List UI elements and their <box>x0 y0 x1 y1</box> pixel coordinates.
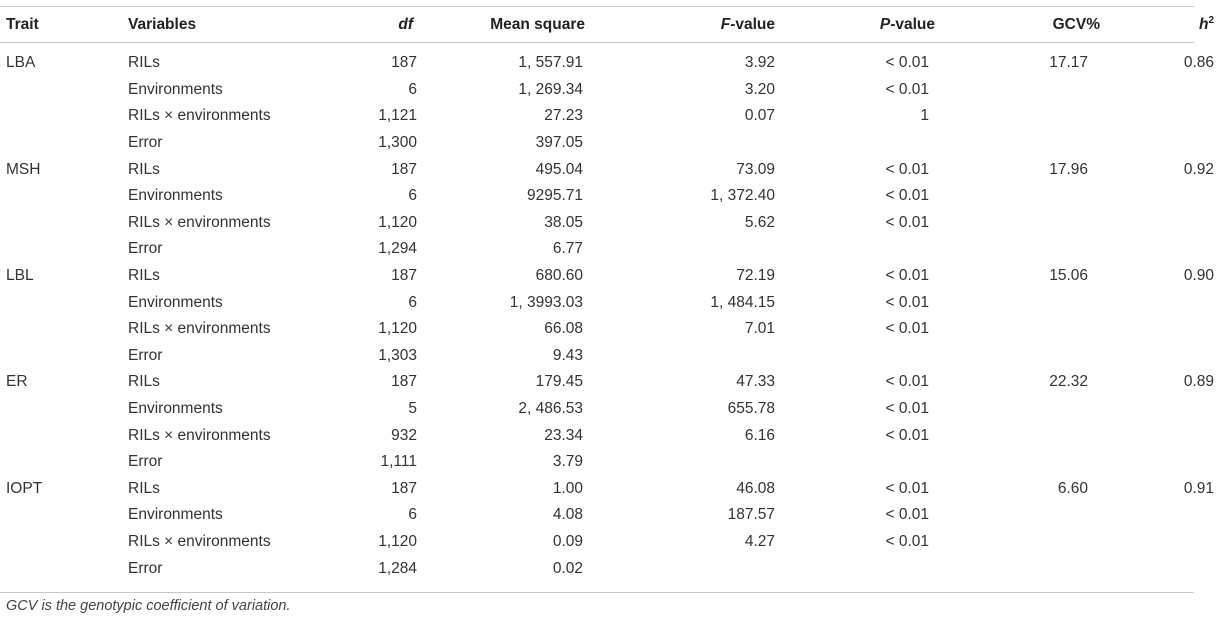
cell-p-value: < 0.01 <box>885 479 929 497</box>
cell-mean-square: 2, 486.53 <box>518 400 583 418</box>
cell-variable: Error <box>128 346 163 364</box>
cell-f-value: 7.01 <box>744 320 775 338</box>
cell-gcv <box>935 130 1100 157</box>
table-row <box>0 77 1218 104</box>
cell-df: 187 <box>391 479 417 497</box>
cell-p-value <box>775 343 935 370</box>
cell-f-value: 655.78 <box>727 400 775 418</box>
table-row <box>0 316 1218 343</box>
cell-f-value: 73.09 <box>736 160 775 178</box>
cell-h2 <box>1100 396 1218 423</box>
cell-gcv <box>935 396 1100 423</box>
header-f-italic: F <box>720 15 731 33</box>
cell-df: 1,120 <box>378 213 417 231</box>
table-row <box>0 236 1218 263</box>
table-row <box>0 502 1218 529</box>
header-p-italic: P <box>879 15 891 33</box>
cell-trait <box>0 289 126 316</box>
table-row <box>0 183 1218 210</box>
cell-trait: LBL <box>6 267 34 285</box>
table-row <box>0 289 1218 316</box>
cell-mean-square: 1, 269.34 <box>518 80 583 98</box>
cell-mean-square: 38.05 <box>544 213 583 231</box>
cell-trait <box>0 422 126 449</box>
table-header <box>0 7 1218 42</box>
cell-df: 1,120 <box>378 320 417 338</box>
cell-df: 1,120 <box>378 532 417 550</box>
cell-gcv <box>935 343 1100 370</box>
cell-mean-square: 4.08 <box>552 506 583 524</box>
table-row <box>0 422 1218 449</box>
cell-df: 187 <box>391 160 417 178</box>
cell-variable: RILs <box>128 479 160 497</box>
cell-mean-square: 0.02 <box>552 559 583 577</box>
cell-f-value: 1, 372.40 <box>710 187 775 205</box>
cell-h2 <box>1100 183 1218 210</box>
cell-variable: Environments <box>128 506 223 524</box>
table-row <box>0 130 1218 157</box>
header-f-value <box>585 7 775 42</box>
cell-variable: RILs <box>128 54 160 72</box>
cell-gcv: 6.60 <box>1057 479 1088 497</box>
cell-gcv <box>935 210 1100 237</box>
cell-df: 932 <box>391 426 417 444</box>
cell-df: 1,284 <box>378 559 417 577</box>
cell-df: 1,111 <box>380 453 417 471</box>
cell-gcv <box>935 502 1100 529</box>
header-h-sup: 2 <box>1208 14 1214 26</box>
cell-gcv <box>935 316 1100 343</box>
cell-gcv <box>935 449 1100 476</box>
cell-h2 <box>1100 210 1218 237</box>
header-df <box>328 7 425 42</box>
cell-gcv: 22.32 <box>1049 373 1088 391</box>
header-p-rest: -value <box>890 15 935 33</box>
cell-trait <box>0 183 126 210</box>
cell-trait <box>0 210 126 237</box>
table-row <box>0 263 1218 290</box>
cell-mean-square: 495.04 <box>535 160 583 178</box>
cell-h2 <box>1100 236 1218 263</box>
cell-h2 <box>1100 130 1218 157</box>
cell-df: 6 <box>408 187 417 205</box>
cell-h2: 0.90 <box>1183 267 1214 285</box>
cell-h2 <box>1100 316 1218 343</box>
cell-variable: Environments <box>128 293 223 311</box>
cell-mean-square: 680.60 <box>535 267 583 285</box>
cell-gcv: 15.06 <box>1049 267 1088 285</box>
cell-p-value: < 0.01 <box>885 506 929 524</box>
cell-mean-square: 9.43 <box>552 346 583 364</box>
header-trait: Trait <box>6 15 39 33</box>
cell-gcv <box>935 236 1100 263</box>
table-row <box>0 210 1218 237</box>
cell-p-value: < 0.01 <box>885 160 929 178</box>
header-h-base: h <box>1198 15 1209 33</box>
cell-p-value: < 0.01 <box>885 400 929 418</box>
cell-trait <box>0 449 126 476</box>
cell-f-value: 3.92 <box>744 54 775 72</box>
cell-h2 <box>1100 343 1218 370</box>
table-footnote: GCV is the genotypic coefficient of variation. <box>6 598 291 614</box>
cell-h2 <box>1100 77 1218 104</box>
cell-variable: Error <box>128 134 163 152</box>
cell-variable: RILs × environments <box>128 107 271 125</box>
header-p-value <box>775 7 935 42</box>
table-row <box>0 476 1218 503</box>
cell-h2 <box>1100 502 1218 529</box>
cell-trait <box>0 236 126 263</box>
table-row <box>0 396 1218 423</box>
cell-mean-square: 1, 557.91 <box>518 54 583 72</box>
cell-h2 <box>1100 422 1218 449</box>
cell-df: 6 <box>408 80 417 98</box>
cell-f-value: 4.27 <box>744 532 775 550</box>
cell-f-value: 1, 484.15 <box>710 293 775 311</box>
cell-gcv <box>935 183 1100 210</box>
cell-df: 187 <box>391 267 417 285</box>
cell-p-value <box>775 130 935 157</box>
cell-p-value: < 0.01 <box>885 187 929 205</box>
cell-f-value <box>585 555 775 582</box>
table-row <box>0 529 1218 556</box>
cell-f-value: 6.16 <box>744 426 775 444</box>
cell-p-value: < 0.01 <box>885 293 929 311</box>
cell-mean-square: 27.23 <box>544 107 583 125</box>
cell-f-value: 0.07 <box>744 107 775 125</box>
table-row <box>0 103 1218 130</box>
cell-h2 <box>1100 449 1218 476</box>
cell-mean-square: 23.34 <box>544 426 583 444</box>
cell-variable: RILs × environments <box>128 320 271 338</box>
table-row <box>0 555 1218 582</box>
cell-p-value <box>775 449 935 476</box>
cell-trait: MSH <box>6 160 41 178</box>
cell-f-value: 72.19 <box>736 267 775 285</box>
header-f-rest: -value <box>730 15 775 33</box>
cell-p-value <box>775 236 935 263</box>
cell-mean-square: 0.09 <box>552 532 583 550</box>
cell-p-value: < 0.01 <box>885 426 929 444</box>
cell-p-value: < 0.01 <box>885 267 929 285</box>
cell-trait: ER <box>6 373 28 391</box>
header-mean-square: Mean square <box>490 15 585 33</box>
cell-h2: 0.92 <box>1183 160 1214 178</box>
cell-p-value <box>775 555 935 582</box>
cell-mean-square: 9295.71 <box>526 187 583 205</box>
cell-p-value: < 0.01 <box>885 213 929 231</box>
cell-df: 187 <box>391 373 417 391</box>
cell-p-value: < 0.01 <box>885 532 929 550</box>
cell-variable: Environments <box>128 400 223 418</box>
cell-trait <box>0 77 126 104</box>
cell-df: 1,303 <box>378 346 417 364</box>
cell-variable: RILs <box>128 373 160 391</box>
cell-p-value: 1 <box>920 107 929 125</box>
cell-gcv <box>935 289 1100 316</box>
cell-f-value <box>585 449 775 476</box>
table-body <box>0 42 1218 582</box>
cell-f-value <box>585 236 775 263</box>
table-row <box>0 42 1218 77</box>
cell-gcv <box>935 77 1100 104</box>
cell-h2 <box>1100 103 1218 130</box>
cell-variable: RILs <box>128 267 160 285</box>
bottom-rule <box>0 592 1194 593</box>
cell-trait <box>0 130 126 157</box>
cell-p-value: < 0.01 <box>885 54 929 72</box>
cell-variable: RILs × environments <box>128 532 271 550</box>
cell-trait <box>0 502 126 529</box>
table-row <box>0 449 1218 476</box>
cell-gcv: 17.96 <box>1049 160 1088 178</box>
cell-gcv <box>935 529 1100 556</box>
header-row <box>0 7 1218 42</box>
cell-mean-square: 6.77 <box>552 240 583 258</box>
cell-gcv <box>935 103 1100 130</box>
cell-trait <box>0 103 126 130</box>
cell-f-value: 46.08 <box>736 479 775 497</box>
cell-trait: IOPT <box>6 479 43 497</box>
cell-variable: Error <box>128 559 163 577</box>
cell-f-value: 3.20 <box>744 80 775 98</box>
cell-df: 187 <box>391 54 417 72</box>
cell-gcv <box>935 555 1100 582</box>
cell-h2 <box>1100 289 1218 316</box>
cell-variable: RILs <box>128 160 160 178</box>
cell-variable: RILs × environments <box>128 213 271 231</box>
cell-mean-square: 66.08 <box>544 320 583 338</box>
cell-df: 1,300 <box>378 134 417 152</box>
cell-variable: Environments <box>128 80 223 98</box>
cell-variable: Error <box>128 240 163 258</box>
cell-trait <box>0 555 126 582</box>
anova-table <box>0 7 1218 582</box>
cell-trait <box>0 396 126 423</box>
cell-f-value <box>585 343 775 370</box>
cell-h2: 0.89 <box>1183 373 1214 391</box>
cell-trait <box>0 316 126 343</box>
header-variables: Variables <box>128 15 197 33</box>
cell-mean-square: 1, 3993.03 <box>509 293 583 311</box>
cell-h2 <box>1100 529 1218 556</box>
cell-variable: Environments <box>128 187 223 205</box>
table-row <box>0 343 1218 370</box>
cell-trait <box>0 343 126 370</box>
cell-mean-square: 397.05 <box>535 134 583 152</box>
cell-p-value: < 0.01 <box>885 373 929 391</box>
cell-df: 6 <box>408 293 417 311</box>
cell-mean-square: 3.79 <box>552 453 583 471</box>
cell-variable: Error <box>128 453 163 471</box>
cell-h2: 0.86 <box>1183 54 1214 72</box>
header-gcv: GCV% <box>1052 15 1100 33</box>
cell-gcv: 17.17 <box>1049 54 1088 72</box>
cell-h2: 0.91 <box>1183 479 1214 497</box>
cell-f-value: 5.62 <box>744 213 775 231</box>
header-df-label: df <box>398 15 413 33</box>
cell-f-value: 187.57 <box>727 506 775 524</box>
cell-df: 6 <box>408 506 417 524</box>
cell-mean-square: 179.45 <box>535 373 583 391</box>
header-h2 <box>1100 7 1218 42</box>
table-row <box>0 156 1218 183</box>
cell-trait: LBA <box>6 54 36 72</box>
cell-p-value: < 0.01 <box>885 320 929 338</box>
cell-f-value <box>585 130 775 157</box>
cell-variable: RILs × environments <box>128 426 271 444</box>
cell-mean-square: 1.00 <box>552 479 583 497</box>
cell-gcv <box>935 422 1100 449</box>
cell-p-value: < 0.01 <box>885 80 929 98</box>
cell-df: 5 <box>408 400 417 418</box>
table-row <box>0 369 1218 396</box>
cell-df: 1,294 <box>378 240 417 258</box>
cell-h2 <box>1100 555 1218 582</box>
cell-df: 1,121 <box>378 107 417 125</box>
cell-f-value: 47.33 <box>736 373 775 391</box>
cell-trait <box>0 529 126 556</box>
